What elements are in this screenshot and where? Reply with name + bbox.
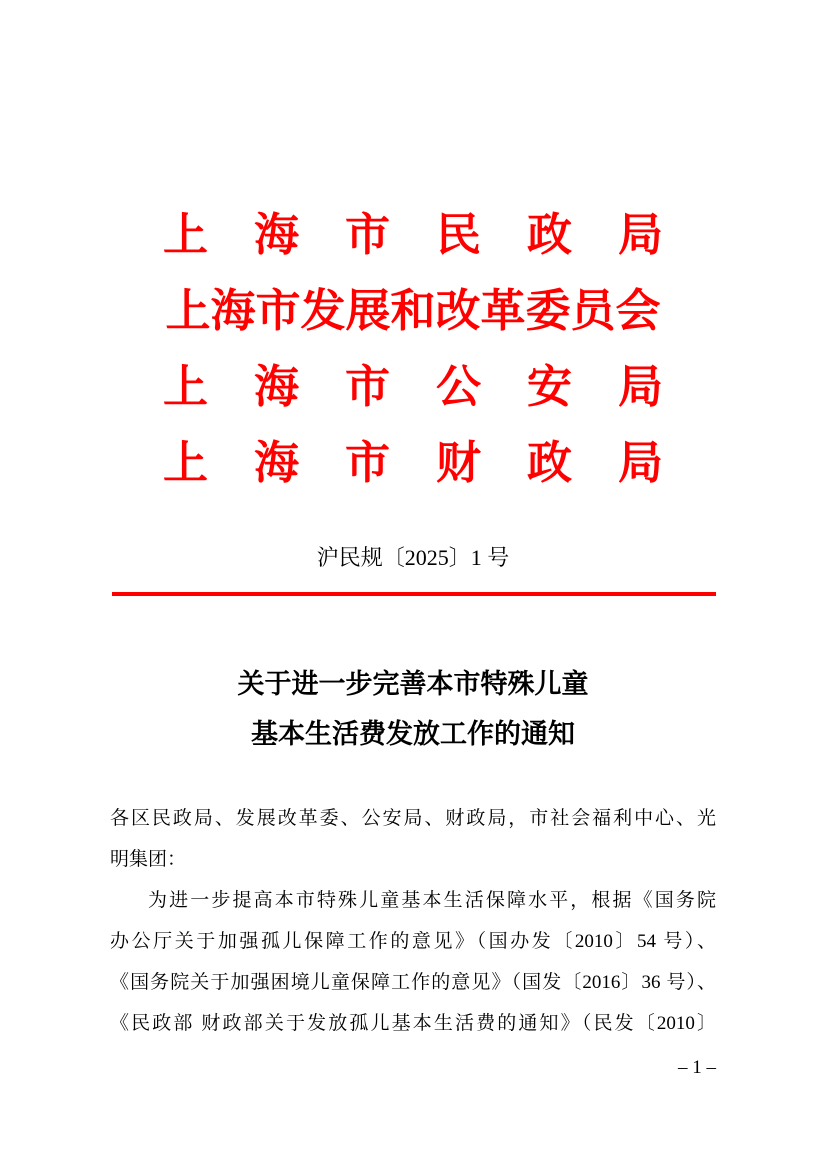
agency-name-public-security: 上海市公安局 — [162, 362, 709, 412]
body-line-salutation-end: 明集团： — [110, 849, 187, 870]
body-line-paragraph-start: 为进一步提高本市特殊儿童基本生活保障水平，根据《国务院 — [148, 890, 716, 911]
body-line: 办公厅关于加强孤儿保障工作的意见》（国办发〔2010〕54 号）、 — [110, 931, 716, 952]
letterhead-divider-rule — [112, 592, 716, 596]
body-line: 《民政部 财政部关于发放孤儿基本生活费的通知》（民发〔2010〕 — [110, 1013, 716, 1034]
agency-name-finance: 上海市财政局 — [162, 438, 709, 488]
body-line-salutation: 各区民政局、发展改革委、公安局、财政局，市社会福利中心、光 — [110, 808, 716, 829]
document-title-line-2: 基本生活费发放工作的通知 — [251, 719, 575, 749]
letterhead — [110, 197, 716, 501]
agency-name-civil-affairs: 上海市民政局 — [162, 210, 709, 260]
agency-name-development-reform: 上海市发展和改革委员会 — [165, 286, 661, 336]
document-body — [110, 798, 716, 1044]
page-number: – 1 – — [678, 1057, 716, 1078]
document-title — [110, 659, 716, 759]
body-line: 《国务院关于加强困境儿童保障工作的意见》（国发〔2016〕36 号）、 — [110, 972, 716, 993]
document-title-line-1: 关于进一步完善本市特殊儿童 — [237, 669, 589, 699]
document-number: 沪民规〔2025〕1 号 — [316, 545, 510, 570]
